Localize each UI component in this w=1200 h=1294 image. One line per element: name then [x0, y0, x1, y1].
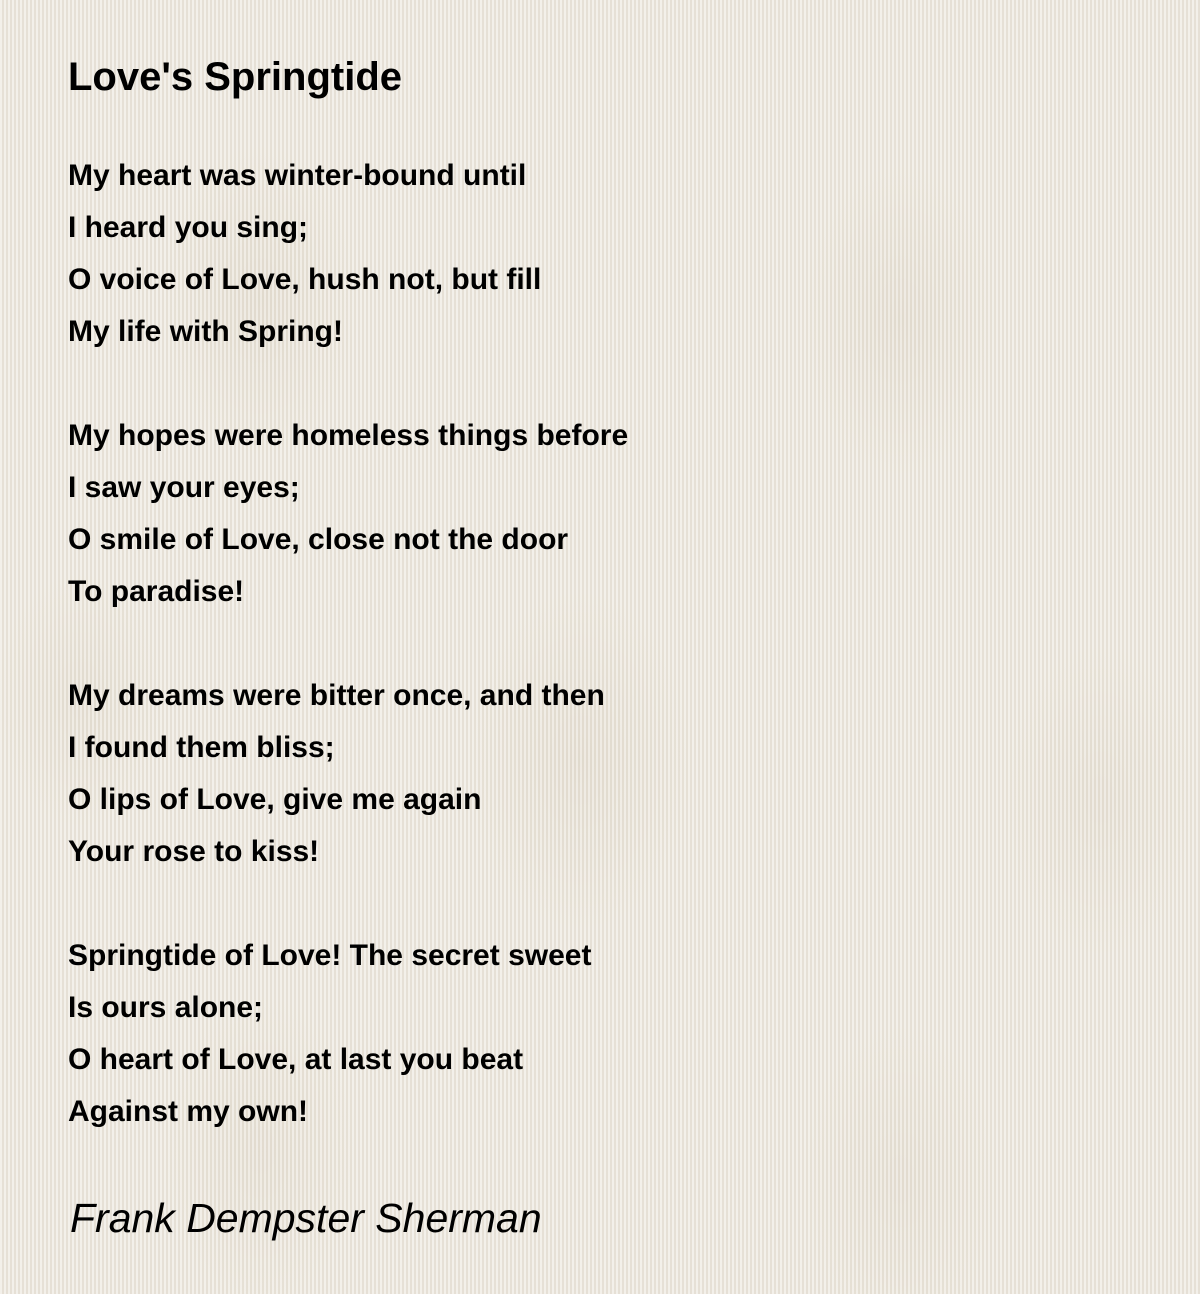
poem-line: I heard you sing;: [68, 211, 309, 244]
poem-line: O voice of Love, hush not, but fill: [68, 263, 542, 296]
poem-line: Your rose to kiss!: [68, 835, 320, 868]
poem-line: My dreams were bitter once, and then: [68, 679, 605, 712]
poem-line: O lips of Love, give me again: [68, 783, 482, 816]
poem-line: To paradise!: [68, 575, 245, 608]
poem-line: O smile of Love, close not the door: [68, 523, 569, 556]
stanza-2: [68, 410, 628, 618]
poem-line: I saw your eyes;: [68, 471, 300, 504]
stanza-1: [68, 150, 628, 358]
poem-line: Springtide of Love! The secret sweet: [68, 939, 592, 972]
poem-title: Love's Springtide: [68, 55, 403, 99]
poem-line: O heart of Love, at last you beat: [68, 1043, 524, 1076]
poem-line: My heart was winter-bound until: [68, 159, 527, 192]
poem-body: [68, 150, 628, 1190]
poem-line: I found them bliss;: [68, 731, 335, 764]
poem-author: Frank Dempster Sherman: [70, 1195, 542, 1241]
poem-line: My life with Spring!: [68, 315, 343, 348]
poem-line: Against my own!: [68, 1095, 309, 1128]
poem-line: Is ours alone;: [68, 991, 264, 1024]
poem-line: My hopes were homeless things before: [68, 419, 629, 452]
stanza-3: [68, 670, 628, 878]
stanza-4: [68, 930, 628, 1138]
